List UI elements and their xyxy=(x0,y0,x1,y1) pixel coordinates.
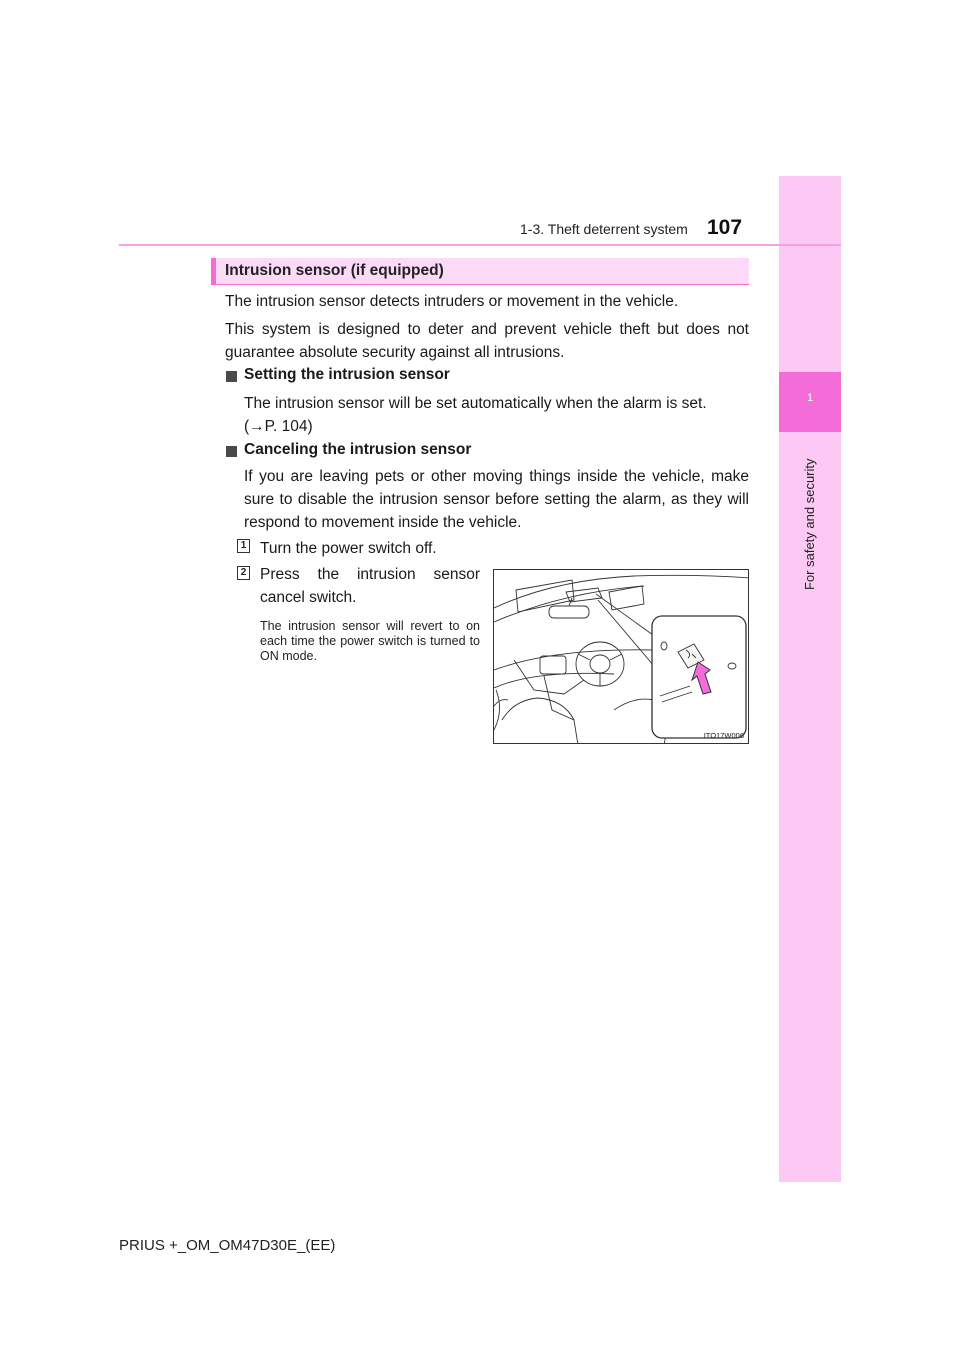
page-number: 107 xyxy=(707,216,743,239)
step-number-2: 2 xyxy=(237,566,250,580)
chapter-tab xyxy=(779,372,841,432)
bullet-square-icon xyxy=(226,446,237,457)
setting-body: The intrusion sensor will be set automatically when the alarm is set. xyxy=(244,395,707,412)
car-interior-drawing xyxy=(494,570,749,744)
figure-code: ITO17W006 xyxy=(703,731,744,740)
footer-document-code: PRIUS +_OM_OM47D30E_(EE) xyxy=(119,1237,336,1254)
section-heading-box xyxy=(211,258,749,285)
chapter-title-tab xyxy=(779,440,841,600)
setting-page-reference: (→P. 104) xyxy=(244,418,313,435)
step-2-text: Press the intrusion sensor cancel switch. xyxy=(260,566,480,606)
chapter-number: 1 xyxy=(806,392,814,404)
setting-heading: Setting the intrusion sensor xyxy=(244,366,450,383)
intro-paragraph-2: This system is designed to deter and prevent vehicle theft but does not guarantee absolute security against all intrusions. xyxy=(225,321,749,361)
section-heading: Intrusion sensor (if equipped) xyxy=(225,262,444,279)
header-divider xyxy=(119,244,841,246)
side-tab-strip xyxy=(779,176,841,1182)
intrusion-sensor-cancel-switch-illustration xyxy=(493,569,749,744)
step-number-1: 1 xyxy=(237,539,250,553)
canceling-heading: Canceling the intrusion sensor xyxy=(244,441,472,458)
step-2-note: The intrusion sensor will revert to on each time the power switch is turned to ON mode. xyxy=(260,619,480,663)
step-1-text: Turn the power switch off. xyxy=(260,540,437,557)
chapter-title: For safety and security xyxy=(802,458,817,590)
bullet-square-icon xyxy=(226,371,237,382)
header-section-title: 1-3. Theft deterrent system xyxy=(520,221,688,237)
intro-paragraph-1: The intrusion sensor detects intruders or movement in the vehicle. xyxy=(225,293,679,310)
canceling-body: If you are leaving pets or other moving things inside the vehicle, make sure to disable the intrusion sensor before setting the alarm, as they will respond to movement inside the vehicle. xyxy=(244,468,749,531)
